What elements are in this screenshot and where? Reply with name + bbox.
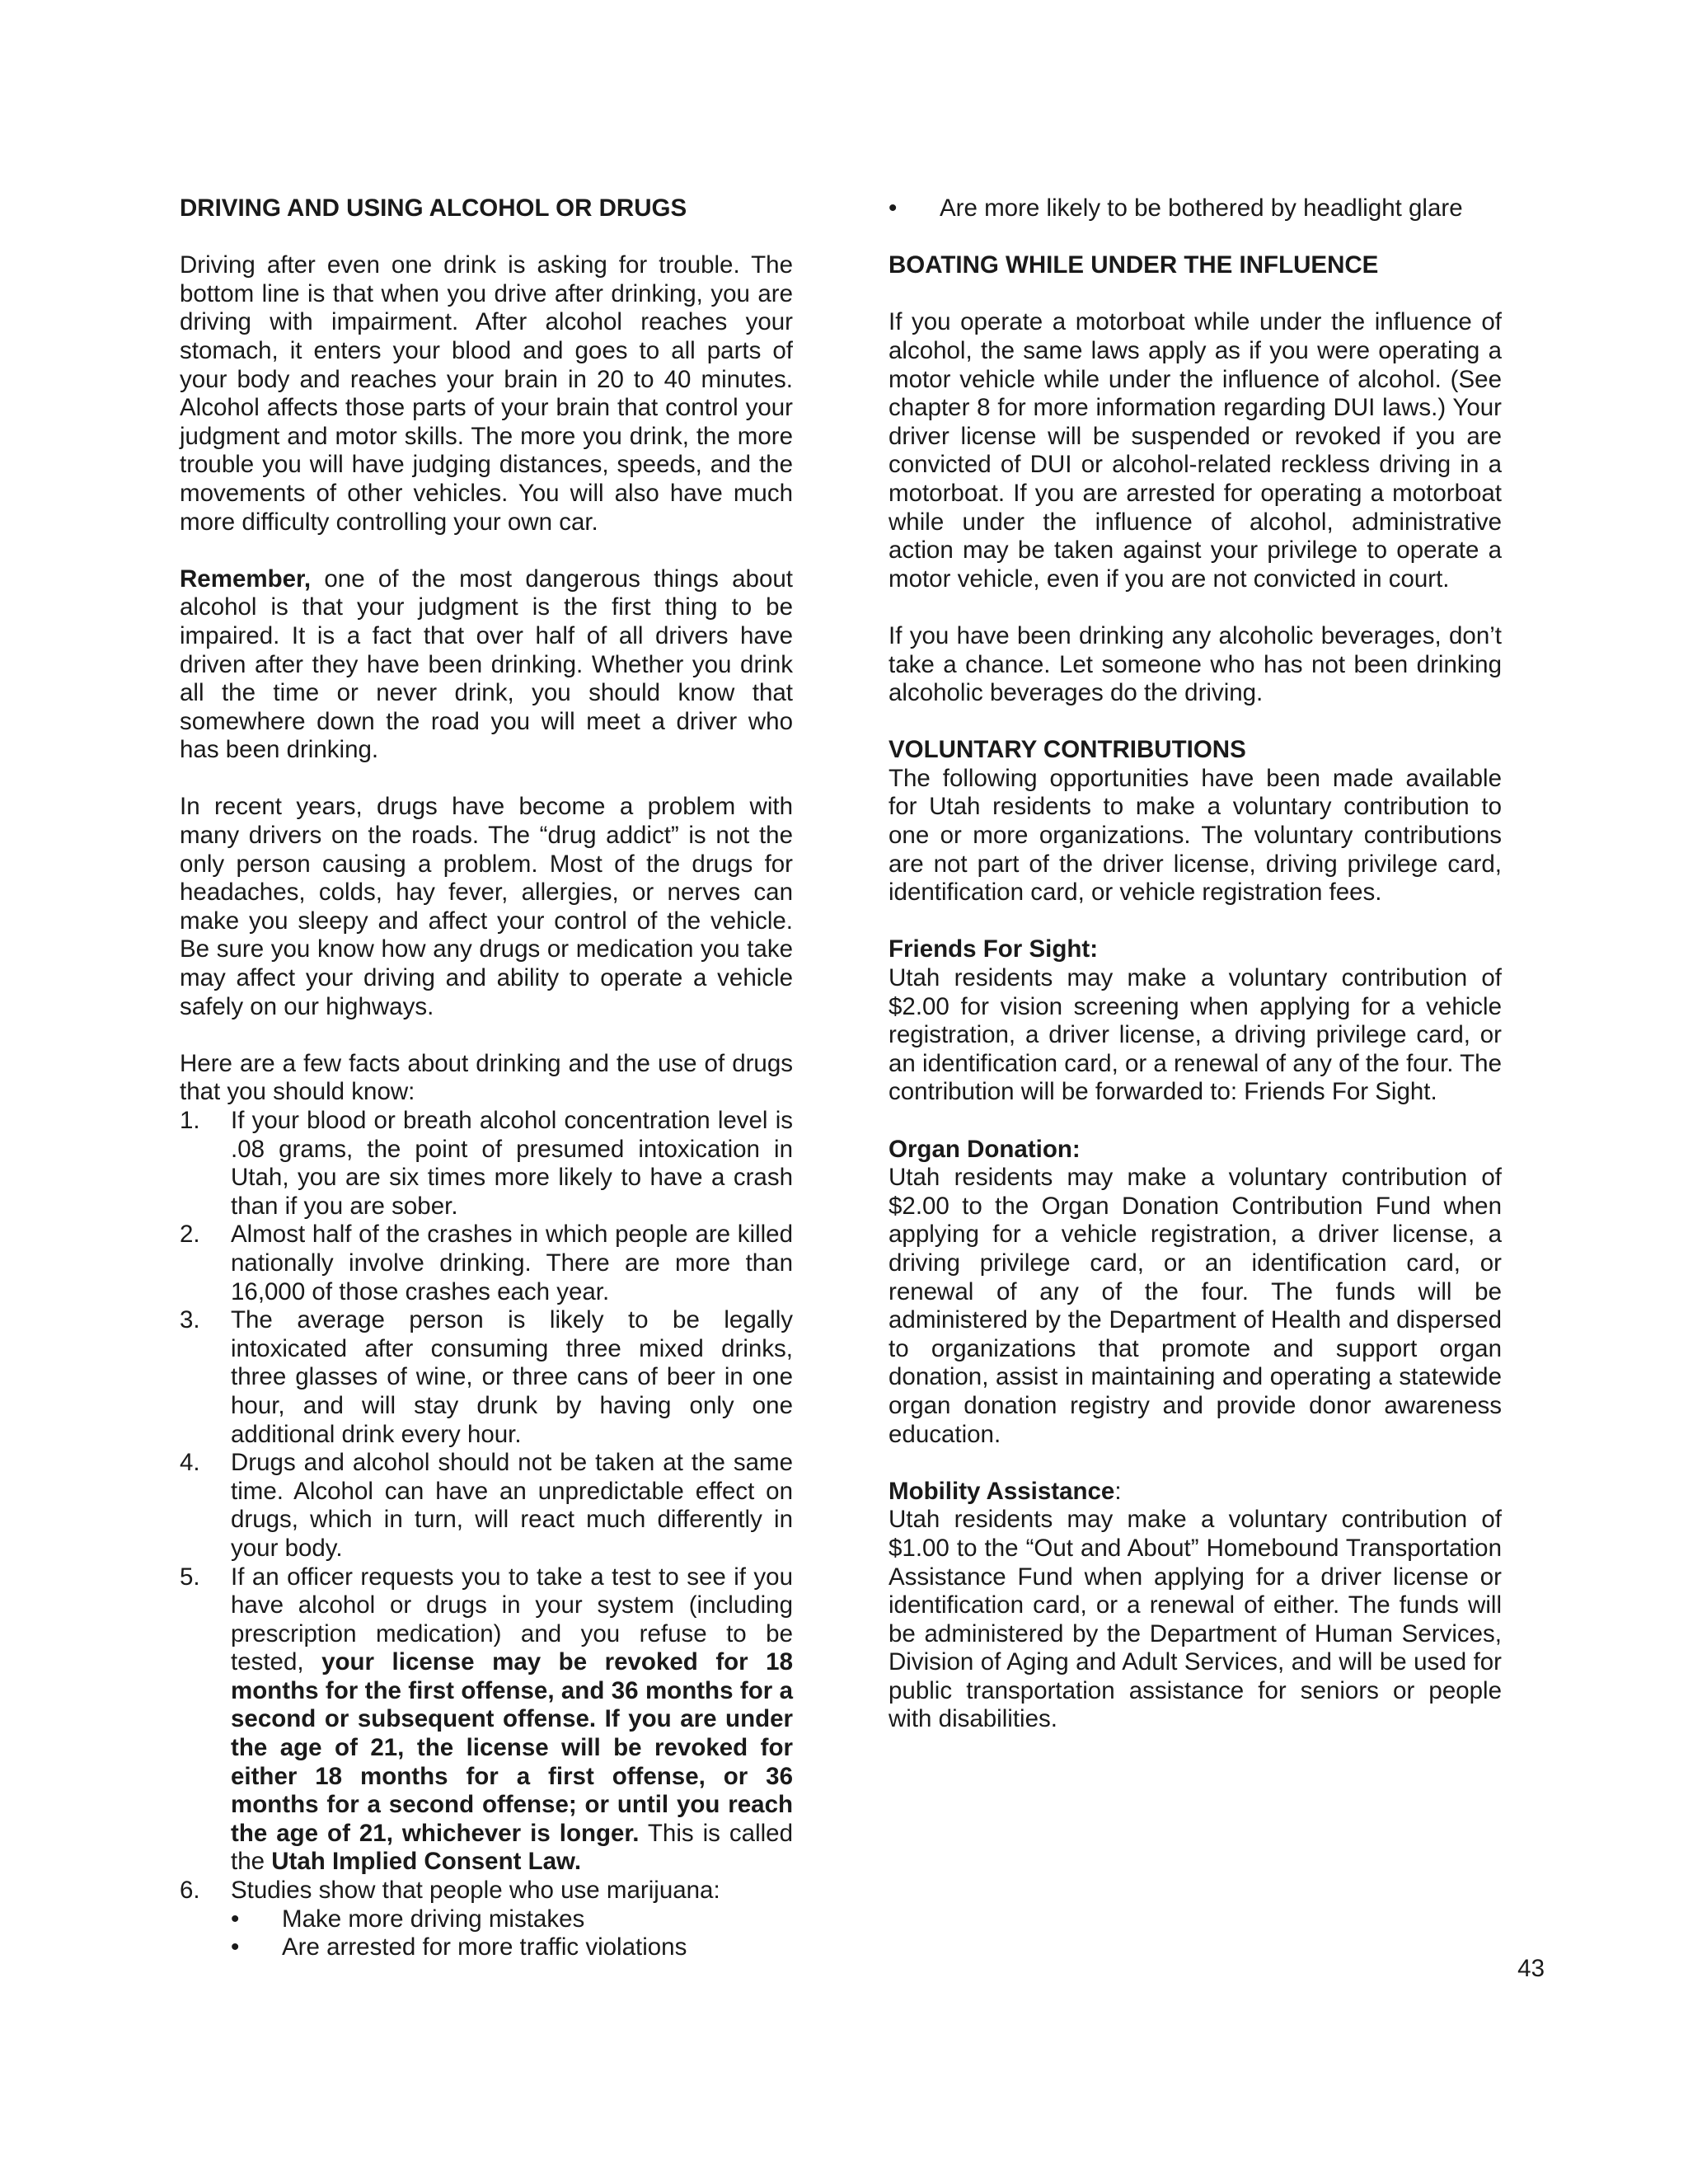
heading-voluntary-contributions: VOLUNTARY CONTRIBUTIONS [889,736,1246,764]
list-number: 1. [180,1107,200,1134]
marijuana-bullets [231,1905,793,1962]
paragraph-friends-for-sight: Utah residents may make a voluntary contribution of $2.00 for vision screening when applying for a vehicle registration, a driver license, a driving privilege card, or an identification card, or a renewal of any of the four. The contribution will be forwarded to: Friends For Sight. [889,964,1502,1106]
implied-consent-penalty: your license may be revoked for 18 months for the first offense, and 36 months for a second or subsequent offense. If you are under the age of 21, the license will be revoked for either 18 months for a first offense, or 36 months for a second offense; or until you reach the age of 21, whichever is longer. [231,1648,793,1847]
list-item [180,1449,793,1563]
paragraph-organ-donation: Utah residents may make a voluntary contribution of $2.00 to the Organ Donation Contribution Fund when applying for a vehicle registration, a driver license, a driving privilege card, or an identification card, or renewal of any of the four. The funds will be administered by the Department of Health and dispersed to organizations that promote and support organ donation, assist in maintaining and operating a statewide organ donation registry and provide donor awareness education. [889,1164,1502,1448]
paragraph-mobility-assistance: Utah residents may make a voluntary contribution of $1.00 to the “Out and About” Homebound Transportation Assistance Fund when applying for a driver license or identification card, or a renewal of either. The funds will be administered by the Department of Human Services, Division of Aging and Adult Services, and will be used for public transportation assistance for seniors or people with disabilities. [889,1506,1502,1733]
remember-label: Remember, [180,565,312,593]
paragraph-boating-advice: If you have been drinking any alcoholic beverages, don’t take a chance. Let someone who has not been drinking alcoholic beverages do the driving. [889,621,1502,707]
bullet-item [889,194,1502,223]
list-text [231,1877,793,1962]
heading-organ-donation: Organ Donation: [889,1135,1081,1163]
implied-consent-text-a: If an officer requests you to take a test to see if you have alcohol or drugs in your system (including prescription medication) and you refuse to be tested, [231,1563,793,1676]
page-number: 43 [1517,1955,1545,1982]
facts-list [180,1107,793,1962]
bullet-symbol: • [889,194,898,222]
bullet-text: Are more likely to be bothered by headlight glare [940,194,1463,222]
bullet-symbol: • [231,1933,240,1961]
list-item-implied-consent [180,1563,793,1877]
paragraph-voluntary: The following opportunities have been made available for Utah residents to make a voluntary contribution to one or more organizations. The voluntary contributions are not part of the driver license, driving privilege card, identification card, or vehicle registration fees. [889,764,1502,907]
list-number: 3. [180,1306,200,1334]
implied-consent-law-name: Utah Implied Consent Law. [271,1848,582,1876]
list-number: 5. [180,1563,200,1591]
heading-mobility-assistance [889,1478,1502,1507]
paragraph-one-drink: Driving after even one drink is asking for trouble. The bottom line is that when you drive after drinking, you are driving with impairment. After alcohol reaches your stomach, it enters your blood and goes to all parts of your body and reaches your brain in 20 to 40 minutes. Alcohol affects those parts of your brain that control your judgment and motor skills. The more you drink, the more trouble you will have judging distances, speeds, and the movements of other vehicles. You will also have much more difficulty controlling your own car. [180,251,793,536]
list-text: Drugs and alcohol should not be taken at the same time. Alcohol can have an unpredictable effect on drugs, which in turn, will react much differently in your body. [231,1449,793,1562]
bullet-item [231,1933,793,1962]
bullet-item [231,1905,793,1934]
marijuana-bullets-continued [889,194,1502,223]
list-text [231,1563,793,1877]
right-column [889,194,1502,1734]
implied-consent-text-b: This is called the [231,1819,793,1876]
list-item-marijuana [180,1877,793,1962]
list-item [180,1306,793,1449]
list-text: The average person is likely to be legally intoxicated after consuming three mixed drinks, three glasses of wine, or three cans of beer in one hour, and will stay drunk by having only one additional drink every hour. [231,1306,793,1448]
mobility-label: Mobility Assistance [889,1477,1115,1505]
mobility-colon: : [1114,1477,1122,1505]
list-text: If your blood or breath alcohol concentration level is .08 grams, the point of presumed intoxication in Utah, you are six times more likely to have a crash than if you are sober. [231,1107,793,1220]
list-item [180,1221,793,1306]
marijuana-intro: Studies show that people who use marijuana: [231,1877,720,1905]
list-number: 6. [180,1877,200,1905]
paragraph-remember [180,565,793,765]
list-text: Almost half of the crashes in which people are killed nationally involve drinking. There are more than 16,000 of those crashes each year. [231,1221,793,1305]
bullet-text: Make more driving mistakes [282,1905,585,1933]
list-number: 4. [180,1449,200,1477]
bullet-symbol: • [231,1905,240,1933]
heading-driving-alcohol-drugs: DRIVING AND USING ALCOHOL OR DRUGS [180,194,687,222]
facts-intro: Here are a few facts about drinking and the use of drugs that you should know: [180,1049,793,1106]
heading-friends-for-sight: Friends For Sight: [889,935,1099,963]
paragraph-drugs: In recent years, drugs have become a problem with many drivers on the roads. The “drug addict” is not the only person causing a problem. Most of the drugs for headaches, colds, hay fever, allergies, or nerves can make you sleepy and affect your control of the vehicle. Be sure you know how any drugs or medication you take may affect your driving and ability to operate a vehicle safely on our highways. [180,793,793,1020]
list-number: 2. [180,1221,200,1249]
remember-text: one of the most dangerous things about alcohol is that your judgment is the first thing to be impaired. It is a fact that over half of all drivers have driven after they have been drinking. Whether you drink all the time or never drink, you should know that somewhere down the road you will meet a driver who has been drinking. [180,565,793,764]
list-item [180,1107,793,1221]
left-column [180,194,793,1962]
heading-boating: BOATING WHILE UNDER THE INFLUENCE [889,251,1379,279]
bullet-text: Are arrested for more traffic violations [282,1933,687,1961]
paragraph-boating-laws: If you operate a motorboat while under the influence of alcohol, the same laws apply as if you were operating a motor vehicle while under the influence of alcohol. (See chapter 8 for more information regarding DUI laws.) Your driver license will be suspended or revoked if you are convicted of DUI or alcohol-related reckless driving in a motorboat. If you are arrested for operating a motorboat while under the influence of alcohol, administrative action may be taken against your privilege to operate a motor vehicle, even if you are not convicted in court. [889,308,1502,593]
